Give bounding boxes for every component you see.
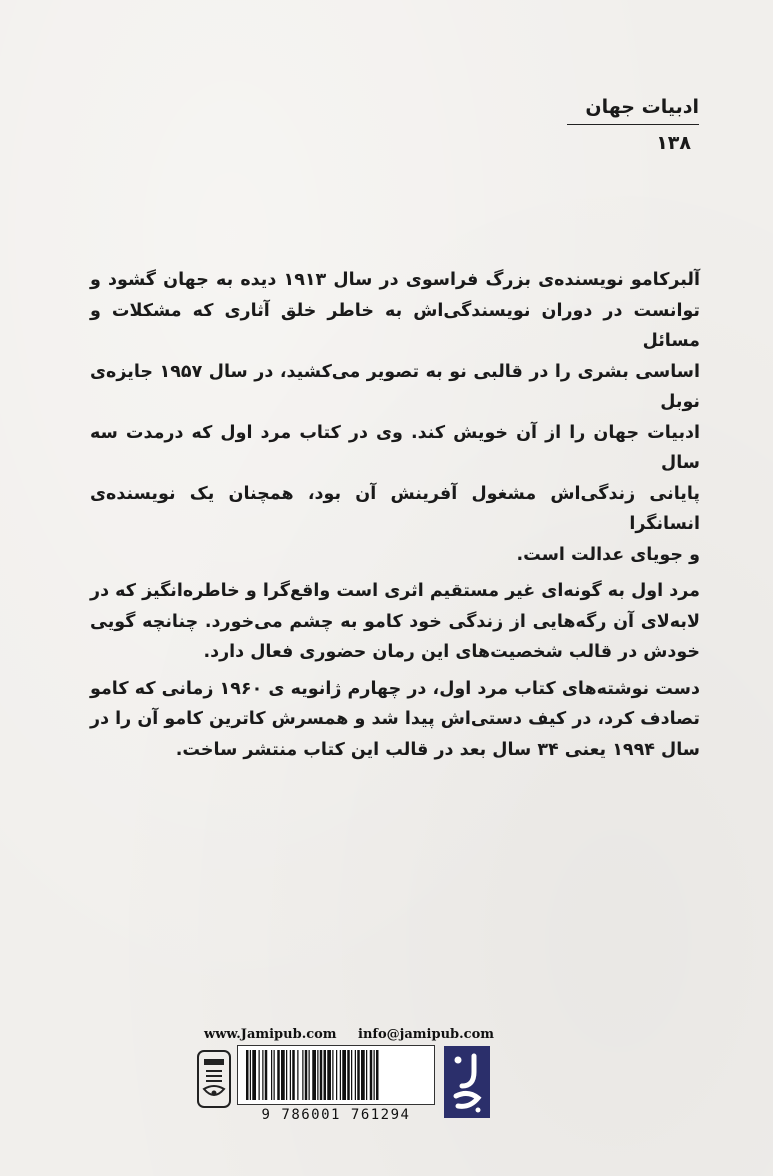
barcode-bar: [246, 1050, 249, 1100]
barcode-bar: [250, 1050, 251, 1100]
barcode-bar: [286, 1050, 287, 1100]
barcode-bar: [332, 1050, 333, 1100]
blurb-line: آلبرکامو نویسنده‌ی بزرگ فراسوی در سال ۱۹۱۳ دیده به جهان گشود و: [90, 270, 700, 290]
blurb-paragraph-1: [90, 265, 700, 570]
barcode-bar: [302, 1050, 303, 1100]
blurb-line: پایانی زندگی‌اش مشغول آفرینش آن بود، همچنان یک نویسنده‌ی انسانگرا: [90, 483, 700, 534]
blurb-paragraph-3: [90, 674, 700, 766]
blurb-line: اساسی بشری را در قالبی نو به تصویر می‌کشید، در سال ۱۹۵۷ جایزه‌ی نوبل: [90, 361, 701, 412]
isbn-barcode: [237, 1045, 435, 1125]
blurb-line: مرد اول به گونه‌ای غیر مستقیم اثری است واقع‌گرا و خاطره‌انگیز که در: [90, 581, 700, 601]
barcode-bar: [340, 1050, 341, 1100]
barcode-bar: [324, 1050, 327, 1100]
barcode-bar: [336, 1050, 337, 1100]
blurb-text: [90, 265, 700, 771]
blurb-line: سال ۱۹۹۴ یعنی ۳۴ سال بعد در قالب این کتاب منتشر ساخت.: [175, 739, 700, 760]
email-link[interactable]: info@jamipub.com: [358, 1027, 494, 1042]
barcode-frame: [237, 1045, 435, 1105]
barcode-bar: [320, 1050, 323, 1100]
blurb-line: ادبیات جهان را از آن خویش کند. وی در کتاب مرد اول که درمدت سه سال: [90, 422, 700, 473]
barcode-bar: [342, 1050, 346, 1100]
barcode-bar: [274, 1050, 275, 1100]
barcode-bar: [259, 1050, 260, 1100]
website-link[interactable]: www.Jamipub.com: [204, 1027, 337, 1042]
blurb-line: توانست در دوران نویسندگی‌اش به خاطر خلق آثاری که مشکلات و مسائل: [90, 300, 700, 351]
barcode-bar: [347, 1050, 350, 1100]
publisher-seal-icon: [196, 1049, 232, 1109]
barcode-bar: [361, 1050, 365, 1100]
barcode-bars: [238, 1046, 434, 1104]
series-label: [567, 94, 699, 157]
barcode-bar: [271, 1050, 272, 1100]
blurb-line: دست نوشته‌های کتاب مرد اول، در چهارم ژانویه ی ۱۹۶۰ زمانی که کامو: [90, 678, 700, 699]
blurb-line: و جویای عدالت است.: [516, 544, 700, 565]
barcode-bar: [252, 1050, 256, 1100]
barcode-bar: [281, 1050, 285, 1100]
barcode-bar: [351, 1050, 352, 1100]
blurb-line: تصادف کرد، در کیف دستی‌اش پیدا شد و همسرش کاترین کامو آن را در: [90, 709, 700, 729]
barcode-bar: [290, 1050, 291, 1100]
barcode-bar: [370, 1050, 373, 1100]
barcode-bar: [357, 1050, 360, 1100]
barcode-bar: [374, 1050, 375, 1100]
barcode-bar: [366, 1050, 367, 1100]
barcode-bar: [265, 1050, 268, 1100]
barcode-bar: [277, 1050, 280, 1100]
barcode-bar: [376, 1050, 379, 1100]
series-title: ادبیات جهان: [567, 94, 699, 125]
barcode-digits: 9 786001 761294: [261, 1107, 411, 1123]
series-number: ۱۳۸: [656, 132, 691, 154]
barcode-bar: [309, 1050, 310, 1100]
barcode-bar: [355, 1050, 356, 1100]
blurb-line: لابه‌لای آن رگه‌هایی از زندگی خود کامو به چشم می‌خورد. چنانچه گویی: [90, 611, 700, 632]
barcode-bar: [327, 1050, 331, 1100]
publisher-contacts: [204, 1027, 494, 1042]
barcode-bar: [305, 1050, 308, 1100]
barcode-bar: [297, 1050, 298, 1100]
barcode-bar: [262, 1050, 263, 1100]
barcode-bar: [312, 1050, 316, 1100]
blurb-paragraph-2: [90, 576, 700, 668]
barcode-bar: [292, 1050, 295, 1100]
blurb-line: خودش در قالب شخصیت‌های این رمان حضوری فعال دارد.: [203, 642, 700, 662]
jami-logo-icon: [444, 1046, 490, 1118]
barcode-bar: [317, 1050, 318, 1100]
